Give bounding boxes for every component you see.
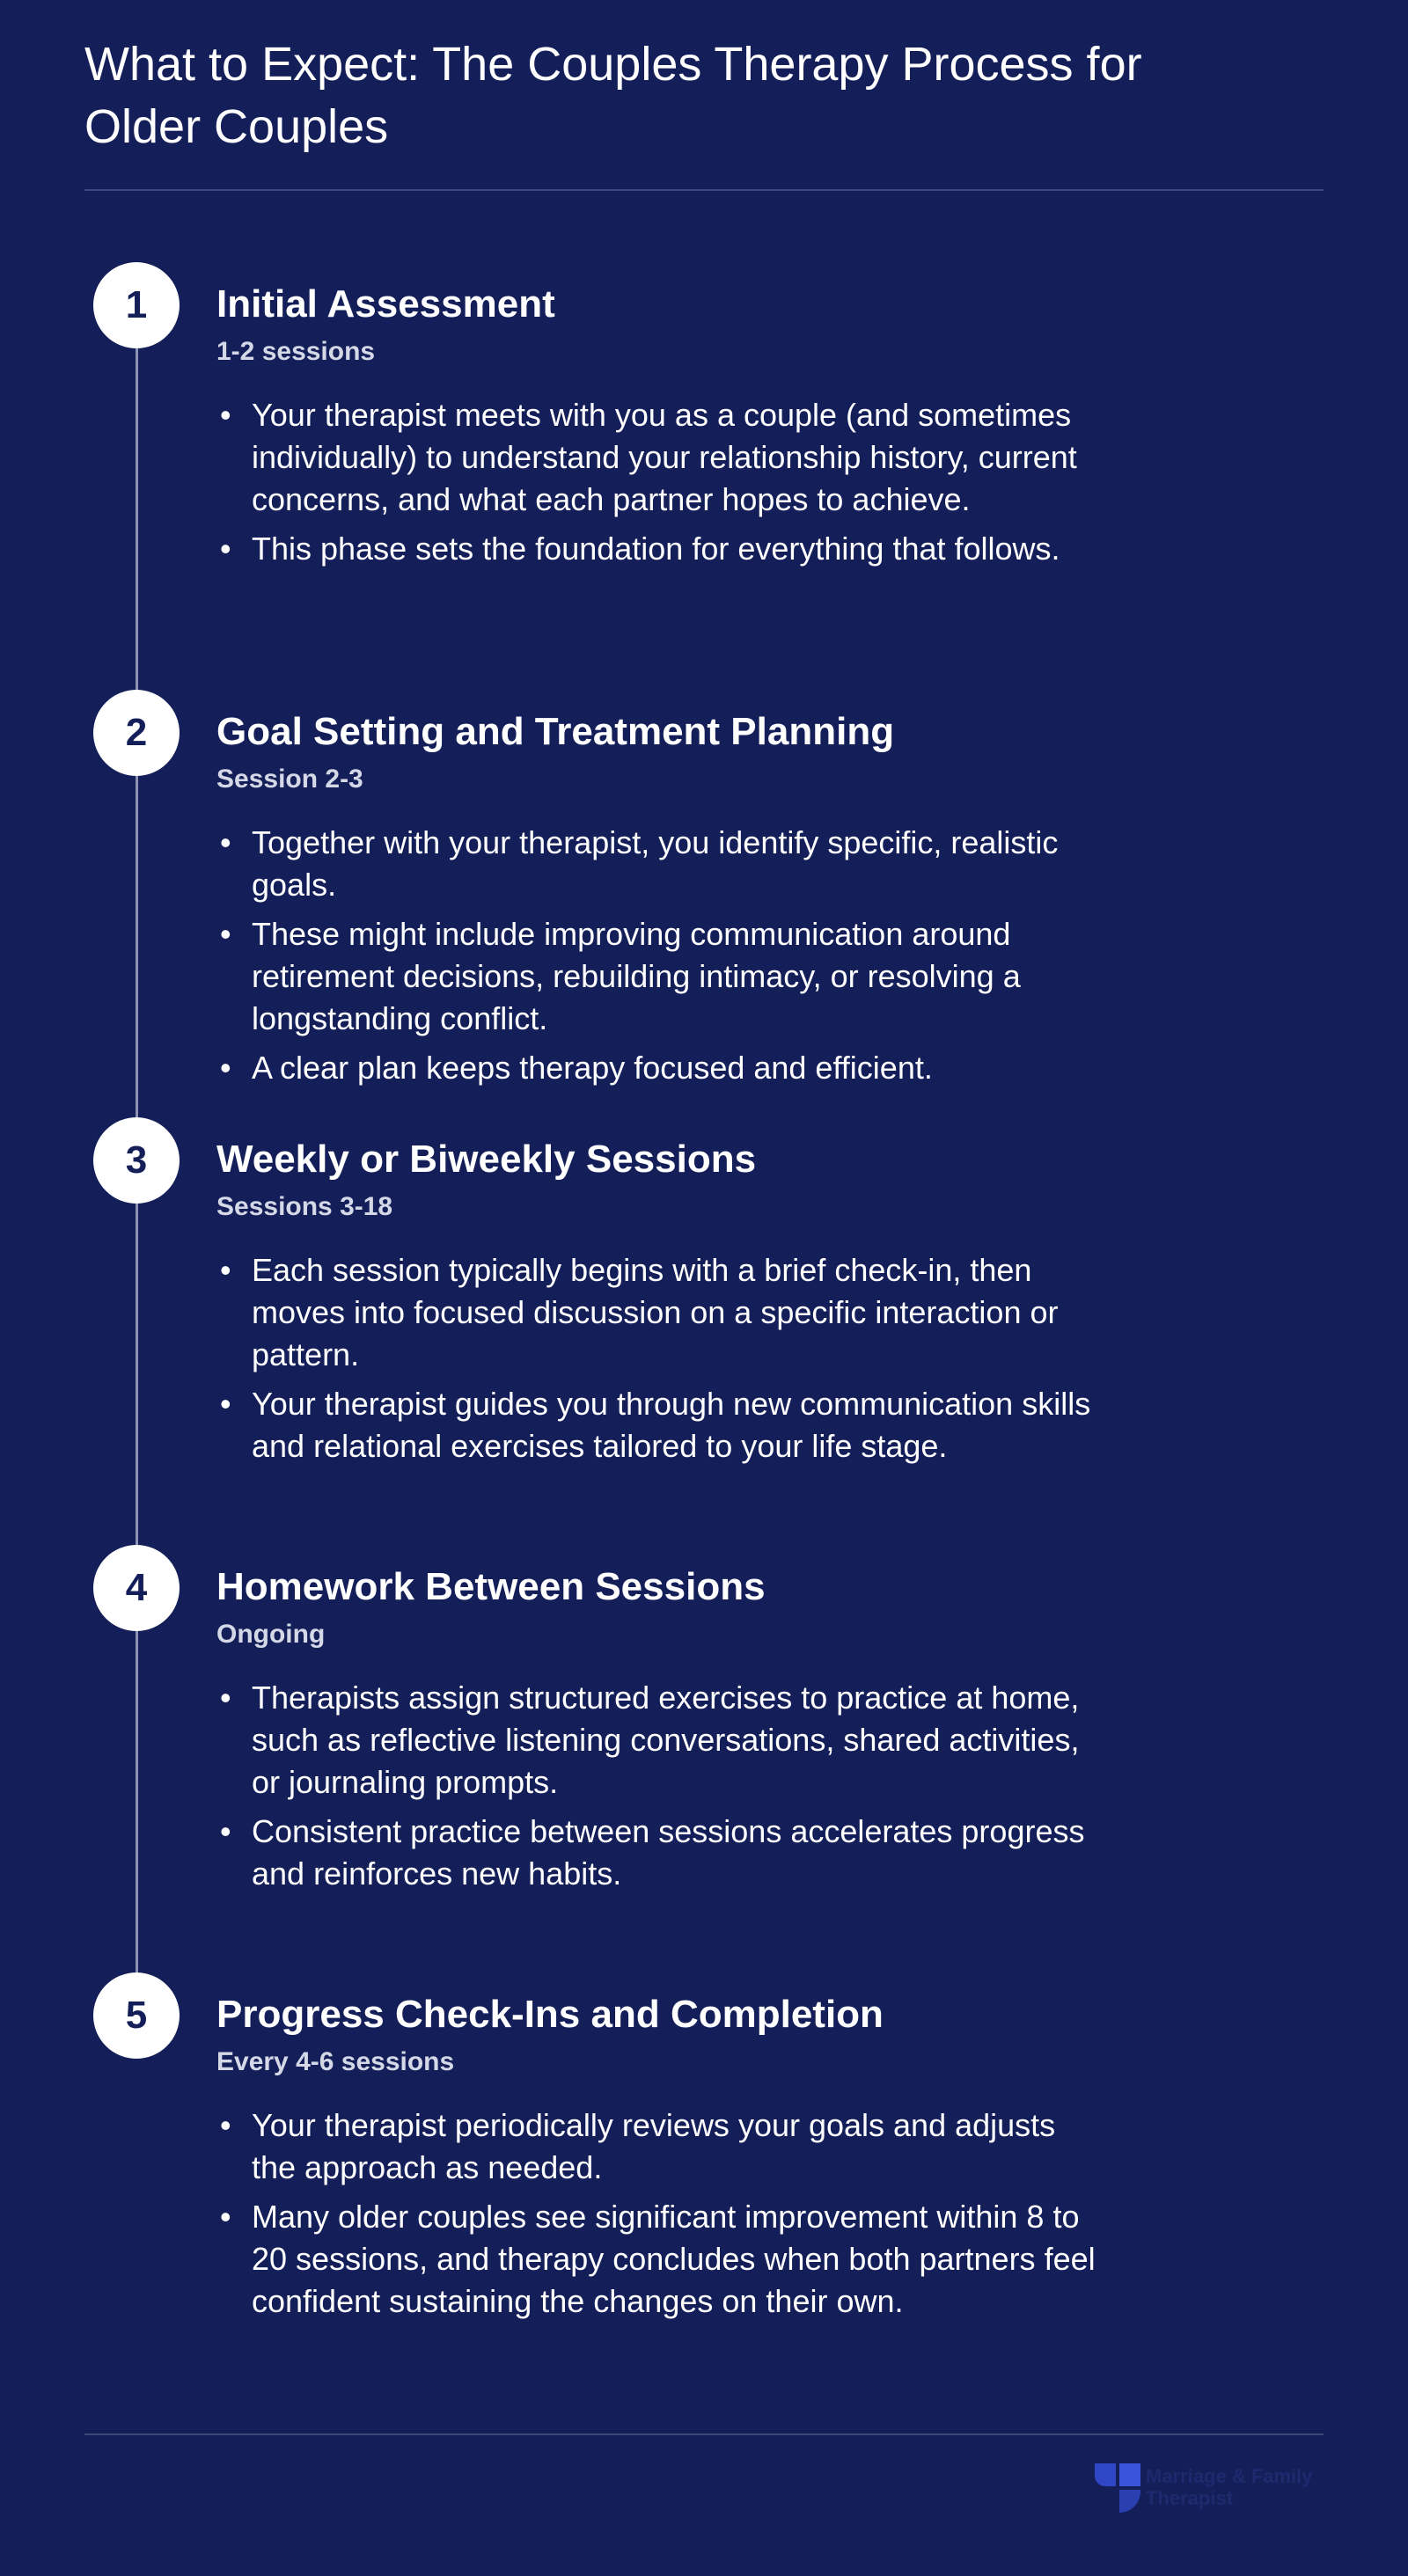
step-title: Initial Assessment — [216, 282, 555, 326]
bullet-icon: • — [220, 916, 231, 952]
list-item — [216, 1677, 1096, 1804]
bullet-text: Consistent practice between sessions accelerates progress and reinforces new habits. — [252, 1813, 1085, 1892]
bullet-text: A clear plan keeps therapy focused and efficient. — [252, 1050, 933, 1086]
step-duration: Every 4-6 sessions — [216, 2047, 455, 2076]
step-number-circle: 1 — [93, 262, 180, 348]
step-number-circle: 5 — [93, 1972, 180, 2059]
step-title: Goal Setting and Treatment Planning — [216, 710, 895, 753]
step-bullet-list — [216, 2104, 1096, 2330]
step-number-circle: 4 — [93, 1545, 180, 1631]
logo-mark-icon — [1095, 2463, 1140, 2513]
step-number-circle: 2 — [93, 690, 180, 776]
list-item — [216, 1811, 1096, 1895]
list-item — [216, 822, 1096, 906]
list-item — [216, 913, 1096, 1040]
bullet-icon: • — [220, 1252, 231, 1288]
step-bullet-list — [216, 1677, 1096, 1902]
list-item — [216, 528, 1096, 570]
step-duration: Session 2-3 — [216, 765, 363, 794]
list-item — [216, 1249, 1096, 1376]
logo-text-line1: Marriage & Family — [1146, 2465, 1313, 2487]
brand-logo — [1095, 2463, 1324, 2513]
bullet-text: Many older couples see significant improvement within 8 to 20 sessions, and therapy concludes when both partners feel confident sustaining the changes on their own. — [252, 2199, 1096, 2319]
logo-text-line2: Therapist — [1146, 2487, 1234, 2509]
page-title: What to Expect: The Couples Therapy Process for Older Couples — [84, 38, 1142, 153]
bullet-icon: • — [220, 1386, 231, 1422]
step-duration: Ongoing — [216, 1620, 326, 1649]
list-item — [216, 1047, 1096, 1089]
list-item — [216, 1383, 1096, 1467]
step-bullet-list — [216, 394, 1096, 577]
step-bullet-list — [216, 1249, 1096, 1475]
list-item — [216, 2196, 1096, 2323]
bullet-icon: • — [220, 824, 231, 860]
bullet-icon: • — [220, 531, 231, 567]
step-duration: 1-2 sessions — [216, 337, 376, 366]
list-item — [216, 394, 1096, 521]
step-number-circle: 3 — [93, 1117, 180, 1204]
bullet-text: Therapists assign structured exercises to practice at home, such as reflective listening conversations, shared activities, or journaling prompts. — [252, 1680, 1080, 1800]
bullet-text: These might include improving communication around retirement decisions, rebuilding intimacy, or resolving a longstanding conflict. — [252, 916, 1021, 1036]
list-item — [216, 2104, 1096, 2189]
bullet-text: Your therapist periodically reviews your goals and adjusts the approach as needed. — [252, 2107, 1056, 2185]
bullet-icon: • — [220, 2199, 231, 2235]
header-divider — [84, 189, 1324, 191]
bullet-icon: • — [220, 1813, 231, 1849]
bullet-text: Your therapist guides you through new communication skills and relational exercises tailored to your life stage. — [252, 1386, 1091, 1464]
step-title: Weekly or Biweekly Sessions — [216, 1138, 757, 1181]
footer-divider — [84, 2433, 1324, 2435]
bullet-text: Your therapist meets with you as a couple (and sometimes individually) to understand your relationship history, current concerns, and what each partner hopes to achieve. — [252, 397, 1077, 517]
bullet-icon: • — [220, 2107, 231, 2143]
step-duration: Sessions 3-18 — [216, 1192, 393, 1221]
logo-text — [1146, 2465, 1313, 2509]
step-title: Progress Check-Ins and Completion — [216, 1993, 884, 2036]
step-title: Homework Between Sessions — [216, 1565, 766, 1608]
bullet-icon: • — [220, 397, 231, 433]
bullet-text: This phase sets the foundation for everything that follows. — [252, 531, 1060, 567]
bullet-icon: • — [220, 1050, 231, 1086]
bullet-icon: • — [220, 1680, 231, 1716]
bullet-text: Each session typically begins with a brief check-in, then moves into focused discussion on a specific interaction or pattern. — [252, 1252, 1059, 1372]
bullet-text: Together with your therapist, you identify specific, realistic goals. — [252, 824, 1059, 903]
step-bullet-list — [216, 822, 1096, 1096]
